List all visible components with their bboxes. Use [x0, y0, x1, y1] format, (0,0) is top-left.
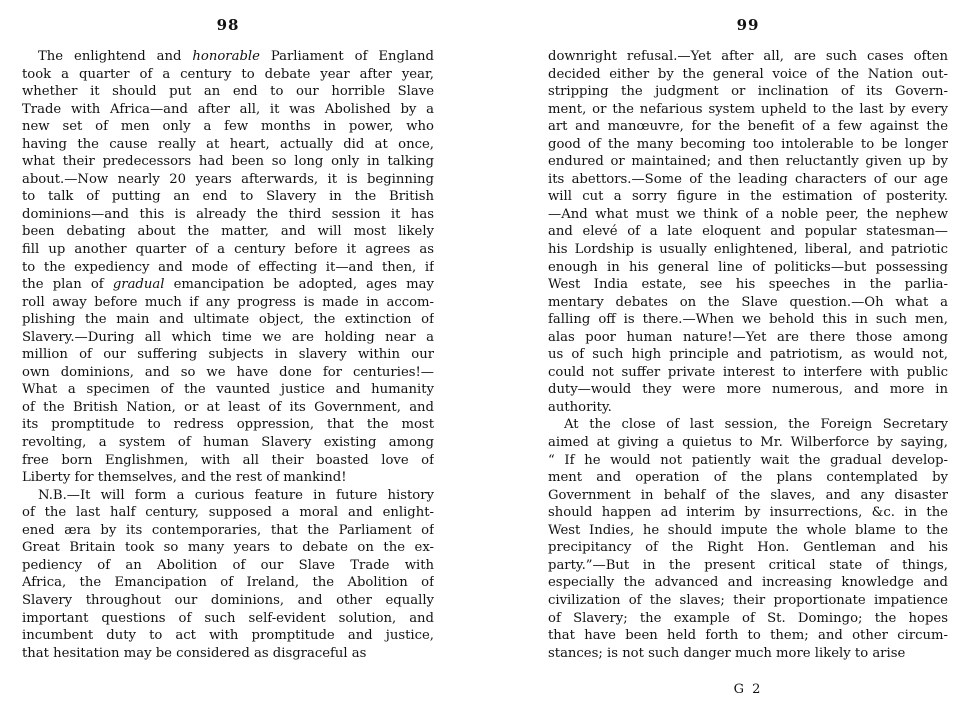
text-line: authority.: [548, 399, 612, 415]
text-line: endured or maintained; and then reluctantly given up by: [548, 154, 948, 170]
text-line: what their predecessors had been so long only in talking: [22, 154, 434, 170]
text-line: precipitancy of the Right Hon. Gentleman and his: [548, 540, 948, 556]
text-line: West India estate, see his speeches in the parlia-: [548, 277, 948, 293]
text-line: party.”—But in the present critical state of things,: [548, 557, 948, 573]
text-line: Trade with Africa—and after all, it was Abolished by a: [22, 101, 434, 117]
text-line: to the expediency and mode of effecting it—and then, if: [22, 259, 434, 275]
text-line: could not suffer private interest to interfere with public: [548, 364, 948, 380]
text-line: new set of men only a few months in power, who: [22, 119, 434, 135]
text-line: his Lordship is usually enlightened, liberal, and patriotic: [548, 242, 948, 258]
text-line: plishing the main and ultimate object, the extinction of: [22, 312, 434, 328]
text-line: enough in his general line of politicks—but possessing: [548, 259, 948, 275]
right-page: [548, 0, 948, 717]
text-line: took a quarter of a century to debate year after year,: [22, 66, 434, 82]
text-line: its promptitude to redress oppression, that the most: [22, 417, 434, 433]
text-line: of the last half century, supposed a moral and enlight-: [22, 505, 434, 521]
text-line: good of the many becoming too intolerable to be longer: [548, 136, 948, 152]
page-number: 99: [736, 16, 760, 34]
text-line: Africa, the Emancipation of Ireland, the Abolition of: [22, 575, 434, 591]
text-line: roll away before much if any progress is made in accom-: [22, 294, 434, 310]
text-line: What a specimen of the vaunted justice and humanity: [22, 382, 434, 398]
text-line: decided either by the general voice of the Nation out-: [548, 66, 948, 82]
text-line: and elevé of a late eloquent and popular statesman—: [548, 224, 948, 240]
signature-mark: G 2: [733, 682, 763, 697]
text-line: us of such high principle and patriotism, as would not,: [548, 347, 948, 363]
text-line: duty—would they were more numerous, and more in: [548, 382, 948, 398]
text-line: aimed at giving a quietus to Mr. Wilberforce by saying,: [548, 435, 948, 451]
text-line: about.—Now nearly 20 years afterwards, it is beginning: [22, 171, 434, 187]
text-line: Liberty for themselves, and the rest of mankind!: [22, 470, 347, 486]
text-line: of the British Nation, or at least of its Government, and: [22, 399, 434, 415]
text-line: —And what must we think of a noble peer, the nephew: [548, 206, 948, 222]
text-line: stances; is not such danger much more likely to arise: [548, 645, 906, 661]
text-line: important questions of such self-evident solution, and: [22, 610, 434, 626]
page-text: [22, 48, 434, 662]
text-line: Great Britain took so many years to debate on the ex-: [22, 540, 434, 556]
text-line: that have been held forth to them; and other circum-: [548, 628, 948, 644]
text-line: ment, or the nefarious system upheld to the last by every: [548, 101, 948, 117]
text-line: pediency of an Abolition of our Slave Trade with: [22, 557, 434, 573]
text-line: will cut a sorry figure in the estimation of posterity.: [548, 189, 948, 205]
text-line: of Slavery; the example of St. Domingo; the hopes: [548, 610, 948, 626]
text-line: mentary debates on the Slave question.—Oh what a: [548, 294, 948, 310]
text-line: revolting, a system of human Slavery existing among: [22, 435, 434, 451]
text-line: incumbent duty to act with promptitude and justice,: [22, 628, 434, 644]
text-line: its abettors.—Some of the leading characters of our age: [548, 171, 948, 187]
text-line: Slavery throughout our dominions, and other equally: [22, 592, 434, 608]
text-line: ened æra by its contemporaries, that the Parliament of: [22, 522, 434, 538]
text-line: civilization of the slaves; their proportionate impatience: [548, 592, 948, 608]
text-line: downright refusal.—Yet after all, are such cases often: [548, 49, 948, 64]
text-line: “ If he would not patiently wait the gradual develop-: [548, 452, 948, 468]
text-line: own dominions, and so we have done for centuries!—: [22, 364, 434, 380]
text-line: West Indies, he should impute the whole blame to the: [548, 522, 948, 538]
text-line: whether it should put an end to our horrible Slave: [22, 84, 434, 100]
text-line: the plan of gradual emancipation be adopted, ages may: [22, 277, 434, 293]
text-line: stripping the judgment or inclination of its Govern-: [548, 84, 948, 100]
text-line: fill up another quarter of a century before it agrees as: [22, 242, 434, 258]
text-line: Slavery.—During all which time we are holding near a: [22, 329, 434, 345]
page-text: [548, 48, 948, 662]
gutter: [488, 0, 489, 717]
text-line: At the close of last session, the Foreign Secretary: [564, 417, 948, 433]
text-line: especially the advanced and increasing knowledge and: [548, 575, 948, 591]
text-line: having the cause really at heart, actually did at once,: [22, 136, 434, 152]
text-line: Government in behalf of the slaves, and any disaster: [548, 487, 948, 503]
text-line: art and manœuvre, for the benefit of a few against the: [548, 119, 948, 135]
text-line: million of our suffering subjects in slavery within our: [22, 347, 434, 363]
text-line: The enlightend and honorable Parliament of England: [38, 49, 434, 64]
text-line: dominions—and this is already the third session it has: [22, 206, 434, 222]
text-line: that hesitation may be considered as disgraceful as: [22, 645, 367, 661]
text-line: N.B.—It will form a curious feature in future history: [38, 487, 434, 503]
text-line: free born Englishmen, with all their boasted love of: [22, 452, 434, 468]
text-line: to talk of putting an end to Slavery in the British: [22, 189, 434, 205]
page-number: 98: [216, 16, 240, 34]
text-line: falling off is there.—When we behold this in such men,: [548, 312, 948, 328]
left-page: [22, 0, 434, 717]
text-line: been debating about the matter, and will most likely: [22, 224, 434, 240]
text-line: should happen ad interim by insurrections, &c. in the: [548, 505, 948, 521]
text-line: alas poor human nature!—Yet are there those among: [548, 329, 948, 345]
text-line: ment and operation of the plans contemplated by: [548, 470, 948, 486]
